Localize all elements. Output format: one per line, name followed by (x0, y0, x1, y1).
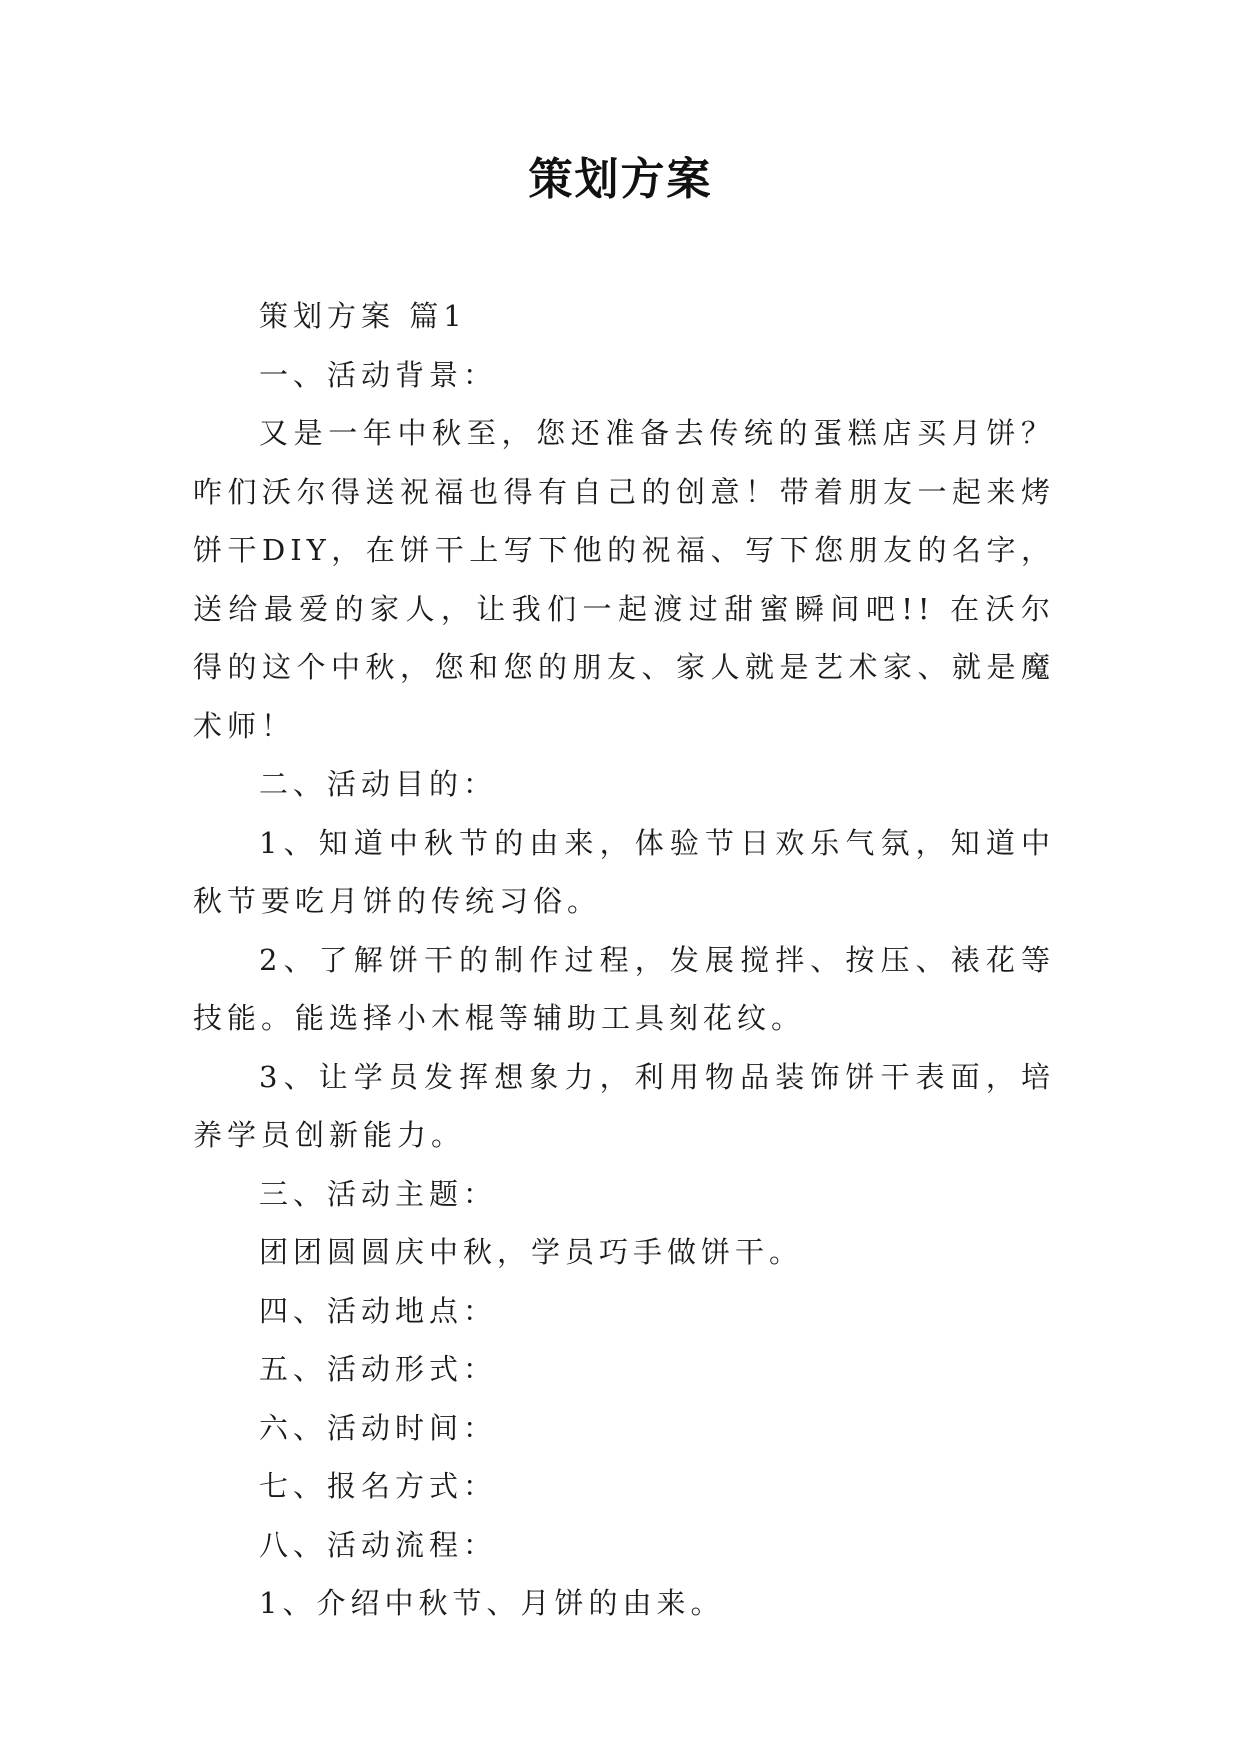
body-paragraph: 2、了解饼干的制作过程，发展搅拌、按压、裱花等技能。能选择小木棍等辅助工具刻花纹。 (193, 942, 1055, 1035)
body-paragraph: 团团圆圆庆中秋，学员巧手做饼干。 (259, 1235, 804, 1269)
document-title: 策划方案 (528, 154, 713, 205)
section-heading: 八、活动流程： (259, 1527, 498, 1562)
body-paragraph: 又是一年中秋至，您还准备去传统的蛋糕店买月饼？咋们沃尔得送祝福也得有自己的创意！带着朋友一起来烤饼干DIY，在饼干上写下他的祝福、写下您朋友的名字，送给最爱的家人，让我们一起渡过甜蜜瞬间吧!! 在沃尔得的这个中秋，您和您的朋友、家人就是艺术家、就是魔术师！ (193, 416, 1055, 743)
section-heading: 策划方案 篇1 (259, 299, 467, 333)
body-paragraph: 3、让学员发挥想象力，利用物品装饰饼干表面，培养学员创新能力。 (193, 1059, 1055, 1152)
section-heading: 六、活动时间： (259, 1410, 498, 1445)
section-heading: 三、活动主题： (259, 1176, 498, 1211)
section-heading: 四、活动地点： (259, 1293, 498, 1328)
body-paragraph: 1、知道中秋节的由来，体验节日欢乐气氛，知道中秋节要吃月饼的传统习俗。 (193, 825, 1055, 918)
section-heading: 七、报名方式： (259, 1469, 498, 1503)
section-heading: 一、活动背景： (259, 357, 498, 392)
section-heading: 五、活动形式： (259, 1352, 498, 1386)
document-body (193, 287, 1055, 1633)
body-paragraph: 1、介绍中秋节、月饼的由来。 (259, 1586, 725, 1620)
section-heading: 二、活动目的： (259, 767, 498, 801)
